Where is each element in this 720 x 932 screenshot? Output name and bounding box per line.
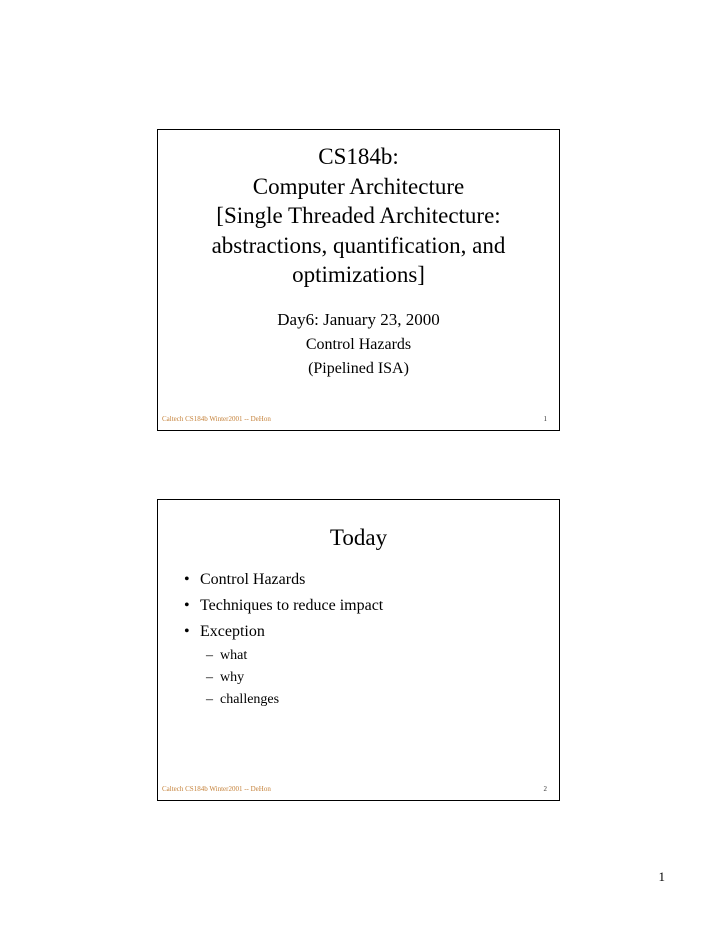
title-line: abstractions, quantification, and <box>211 232 506 258</box>
title-line: optimizations] <box>292 262 425 287</box>
bullet-text: Techniques to reduce impact <box>200 597 384 614</box>
list-item <box>206 645 559 667</box>
subtitle-line: Control Hazards <box>305 335 412 353</box>
bullet-icon: • <box>184 571 190 588</box>
bullet-text: Exception <box>200 623 265 640</box>
bullet-text: Control Hazards <box>200 571 306 588</box>
slide-title <box>158 142 559 290</box>
dash-icon: – <box>206 670 213 685</box>
list-item <box>184 619 559 645</box>
dash-icon: – <box>206 648 213 663</box>
sub-bullet-list <box>158 645 559 711</box>
sub-bullet-text: why <box>220 670 245 685</box>
bullet-list <box>158 567 559 645</box>
bullet-icon: • <box>184 597 190 614</box>
dash-icon: – <box>206 692 213 707</box>
list-item <box>184 567 559 593</box>
list-item <box>206 689 559 711</box>
footer-text: Caltech CS184b Winter2001 -- DeHon <box>162 785 271 793</box>
list-item <box>206 667 559 689</box>
slide-title: Today <box>329 525 388 550</box>
slide-1 <box>157 129 560 431</box>
subtitle-line: (Pipelined ISA) <box>308 359 409 377</box>
slide-footer <box>162 785 547 793</box>
footer-text: Caltech CS184b Winter2001 -- DeHon <box>162 415 271 423</box>
slide-number: 1 <box>543 415 547 423</box>
page-number: 1 <box>658 869 665 884</box>
sub-bullet-text: challenges <box>220 692 280 707</box>
slide-footer <box>162 415 547 423</box>
slide-2 <box>157 499 560 801</box>
slide-subtitle <box>158 306 559 381</box>
bullet-icon: • <box>184 623 190 640</box>
title-line: CS184b: <box>318 144 399 169</box>
slide-number: 2 <box>543 785 547 793</box>
subtitle-line: Day6: January 23, 2000 <box>277 309 440 329</box>
title-line: [Single Threaded Architecture: <box>216 203 501 228</box>
sub-bullet-text: what <box>220 648 248 663</box>
title-line: Computer Architecture <box>252 173 465 199</box>
list-item <box>184 593 559 619</box>
